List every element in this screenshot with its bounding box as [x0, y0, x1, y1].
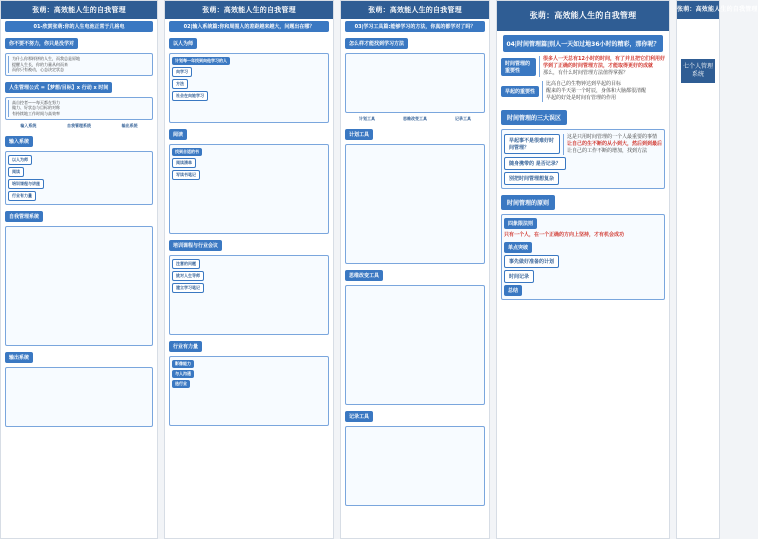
doc-title: 张萌：高效能人生的自我管理 [497, 1, 669, 31]
section-heading: 培训课程与行业会议 [169, 240, 222, 251]
content-box: 四象限法则 只有一个人，在一个正确的方向上坚持，才有机会成功 单点突破 事先做好准备的计划 时间记录 总结 [501, 214, 665, 300]
section-heading: 以人为师 [169, 38, 197, 49]
section-heading: 人生管理公式 =【梦想/目标】x 行动 x 时间 [5, 82, 112, 93]
content-box: 以人为师 阅读 培训课程与讲座 行业有力量 [5, 151, 153, 205]
section-heading: 时间管理的原则 [501, 195, 555, 210]
content-box [345, 426, 485, 506]
content-box: 高自控者——每天都在努力 做力、好状态与目标的对称 有持续地工作时间与高效率 [5, 97, 153, 120]
doc-title: 张萌：高效能人生的自我管理 [165, 1, 333, 19]
column-1 [0, 0, 158, 539]
chapter-title: 03|学习工具篇:能够学习的方法，你真的都学对了吗？ [345, 21, 485, 32]
content-lines: 很多人一天总有12小时的时间，有了并且把它们利用好 学到了正确的时间管理方法，才能取得更好的成就 那么，有什么时间管理方法值得掌握？ [539, 56, 665, 77]
section-heading: 记录工具 [345, 411, 373, 422]
column-2 [164, 0, 334, 539]
tool-tags: 计划工具 思维改变工具 记录工具 [359, 116, 471, 121]
column-3 [340, 0, 490, 539]
section-block: 七个人管理系统 [681, 59, 715, 83]
doc-title: 张萌：高效能人生的自我管理 [1, 1, 157, 19]
section-heading: 计划工具 [345, 129, 373, 140]
content-lines: 比高自己的生物钟达到早起的目标 醒来的半天第一个时辰，身体和大脑都很清醒 早起的好处是时间有管理的作用 [542, 81, 665, 102]
section-heading: 早起的重要性 [501, 86, 539, 97]
content-box: 找到合适的书 阅读清单 写读书笔记 [169, 144, 329, 234]
content-box [5, 226, 153, 346]
section-heading: 自我管理系统 [5, 211, 43, 222]
column-4 [496, 0, 670, 539]
system-tags: 输入系统 自我管理系统 输出系统 [20, 122, 138, 128]
content-box [5, 367, 153, 427]
chapter-title: 04|时间管理篇|别人一天如过地36小时的精彩，那你呢？ [503, 35, 663, 52]
section-heading: 怎么样才能找到学习方法 [345, 38, 408, 49]
section-heading: 阅读 [169, 129, 187, 140]
section-heading: 输入系统 [5, 136, 33, 147]
content-box: 影像能力 与人沟通 选行业 [169, 356, 329, 426]
content-box: 注意的问题 挑对人生导师 建立学习笔记 [169, 255, 329, 335]
doc-title: 张萌：高效能人生的自我管理 [677, 1, 719, 19]
section-heading: 思维改变工具 [345, 270, 383, 281]
content-box [345, 144, 485, 264]
doc-title: 张萌：高效能人生的自我管理 [341, 1, 489, 19]
content-box [345, 285, 485, 405]
content-box: 早起事不是很难好时间管理？ 这是只用时间管理的一个人最重要的事情 让自己的生不断的从小到大，然后到到最后 让自己的工作不断的增加，找到方法 随身携带的 是否记录？ 别把时间管理想复杂 [501, 129, 665, 189]
chapter-title: 02|输入系统篇:你和周围人的差距越来越大，问题出在哪？ [169, 21, 329, 32]
section-heading: 行业有力量 [169, 341, 202, 352]
section-heading: 时间管理的重要性 [501, 58, 536, 76]
column-5 [676, 0, 758, 539]
chapter-title: 01-欣赏张萌:你的人生电池正常于几格电 [5, 21, 153, 32]
content-box: 计划每一年找到向他学习的人 向学习 方法 社会在向她学习 [169, 53, 329, 123]
content-box: 为什么你那样拼的人生，而我总是原地 提醒人生长，你的力量从何而来 而你只有被动，心态决定状态 [5, 53, 153, 76]
content-box [345, 53, 485, 113]
section-heading: 时间管理的三大误区 [501, 110, 567, 125]
section-heading: 你不要不努力，你只是没学对 [5, 38, 78, 49]
section-heading: 输出系统 [5, 352, 33, 363]
